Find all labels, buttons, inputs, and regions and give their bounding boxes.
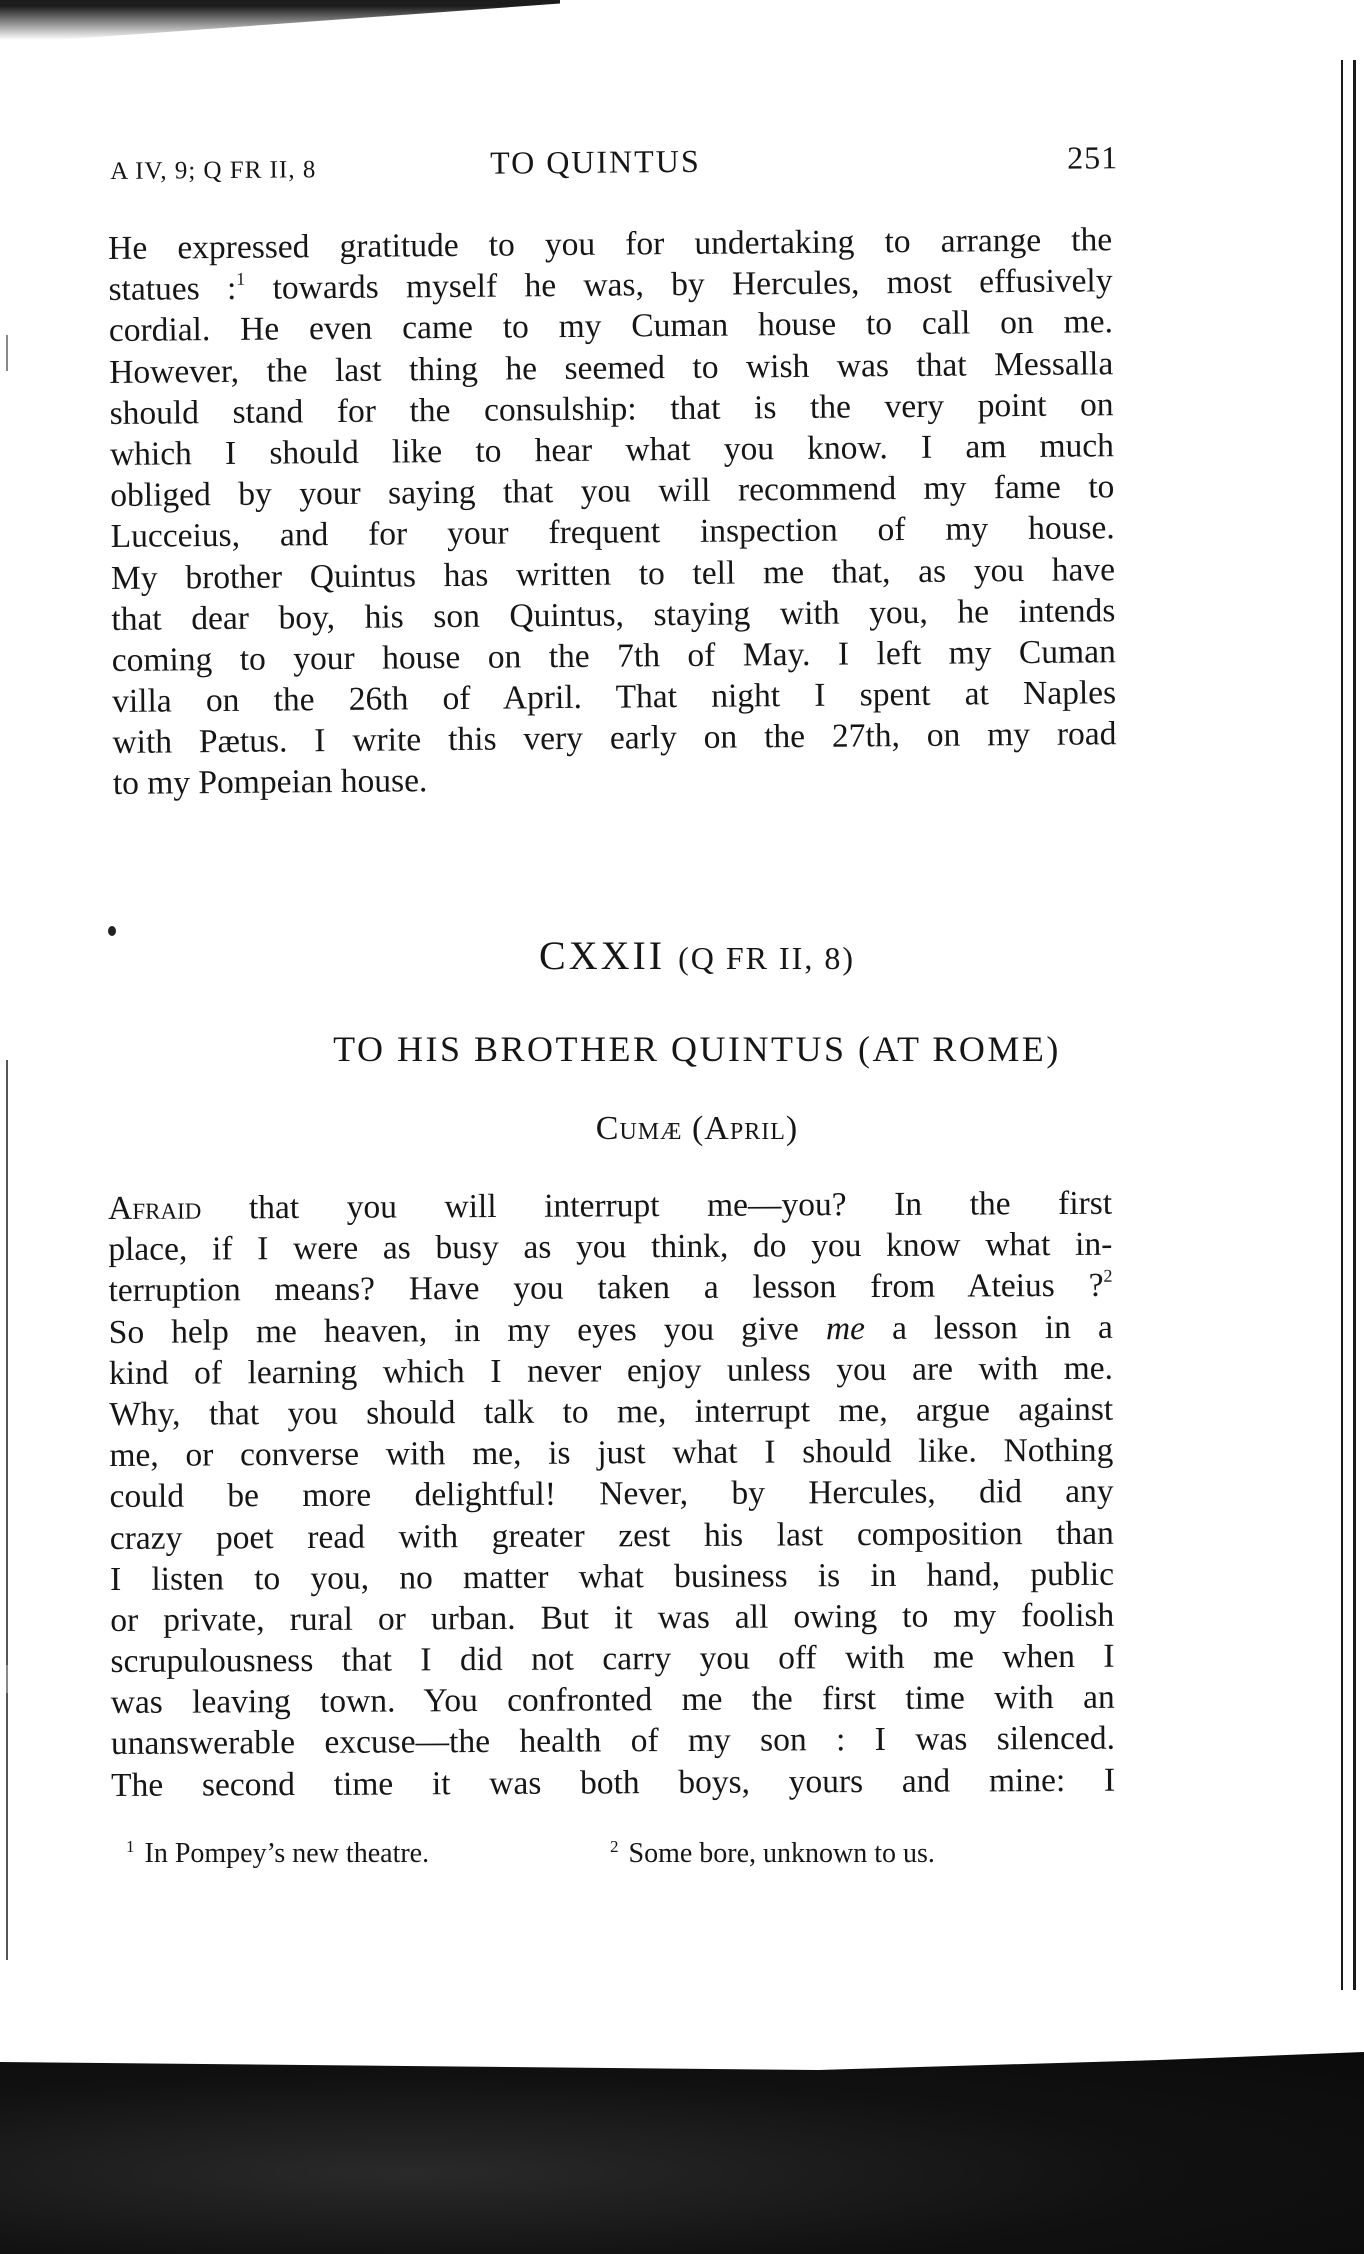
- running-head: [110, 139, 1118, 192]
- text-line: me, or converse with me, is just what I should like. Nothing: [109, 1431, 1114, 1475]
- footnote-marker: 1: [126, 1837, 135, 1856]
- text-line: terruption means? Have you taken a lesson from Ateius ?$^2$: [108, 1266, 1113, 1310]
- emphasis: me: [825, 1309, 866, 1347]
- text-line: Lucceius, and for your frequent inspection of my house.: [110, 509, 1115, 556]
- text-line: Afraid that you will interrupt me—you? In the first: [108, 1184, 1113, 1227]
- footnotes: [126, 1838, 1126, 1878]
- text-line: that dear boy, his son Quintus, staying with you, he intends: [111, 591, 1116, 638]
- text-line: He expressed gratitude to you for undertaking to arrange the: [108, 221, 1113, 267]
- letter-number: [0, 932, 1364, 979]
- letter-body: [108, 1183, 1115, 1806]
- letter-reference: (Q FR II, 8): [678, 940, 855, 976]
- page-number: 251: [1066, 139, 1119, 176]
- text-line: or private, rural or urban. But it was all owing to my foolish: [110, 1596, 1115, 1639]
- text-line: Why, that you should talk to me, interrupt me, argue against: [109, 1390, 1114, 1433]
- footnote-ref: 2: [1103, 1266, 1113, 1287]
- text-line: obliged by your saying that you will recommend my fame to: [110, 468, 1115, 515]
- letter-numeral: CXXII: [539, 933, 666, 978]
- text-line: cordial. He even came to my Cuman house to call on me.: [108, 303, 1114, 350]
- footnote-marker: 2: [610, 1837, 619, 1856]
- text-line: place, if I were as busy as you think, do you know what in-: [108, 1225, 1113, 1269]
- letter-title: TO HIS BROTHER QUINTUS (AT ROME): [333, 1029, 1061, 1069]
- text-line: kind of learning which I never enjoy unless you are with me.: [108, 1349, 1114, 1392]
- text-line: could be more delightful! Never, by Hercules, did any: [109, 1473, 1114, 1516]
- text-line: unanswerable excuse—the health of my son : I was silenced.: [110, 1720, 1115, 1763]
- text-line: villa on the 26th of April. That night I spent at Naples: [111, 674, 1117, 721]
- top-paragraph: [108, 219, 1117, 804]
- text-line: crazy poet read with greater zest his last composition than: [109, 1514, 1114, 1557]
- footnote-2: [610, 1838, 935, 1870]
- footnote-text: In Pompey’s new theatre.: [144, 1838, 430, 1869]
- text-line: should stand for the consulship: that is the very point on: [109, 385, 1114, 432]
- running-head-title: TO QUINTUS: [489, 142, 701, 181]
- footnote-1: [126, 1838, 429, 1870]
- text-line: My brother Quintus has written to tell me that, as you have: [110, 550, 1116, 597]
- running-head-reference: A IV, 9; Q FR II, 8: [110, 156, 317, 185]
- text-line: coming to your house on the 7th of May. I left my Cuman: [111, 633, 1116, 679]
- text-line: The second time it was both boys, yours and mine: I: [111, 1761, 1116, 1804]
- text-line: So help me heaven, in my eyes you give me a lesson in a: [108, 1308, 1113, 1351]
- text-line: However, the last thing he seemed to wish was that Messalla: [109, 344, 1114, 391]
- text-line: which I should like to hear what you know. I am much: [109, 427, 1115, 473]
- text-line: statues :$^1$ towards myself he was, by Hercules, most effusively: [108, 262, 1113, 309]
- footnote-text: Some bore, unknown to us.: [628, 1838, 935, 1869]
- text-line: scrupulousness that I did not carry you off with me when I: [110, 1637, 1115, 1681]
- footnote-ref: 1: [236, 268, 246, 290]
- text-line: with Pætus. I write this very early on the 27th, on my road: [112, 715, 1117, 762]
- text-line: to my Pompeian house.: [112, 762, 428, 803]
- opening-word: Afraid: [108, 1189, 202, 1227]
- text-line: was leaving town. You confronted me the first time with an: [110, 1678, 1115, 1722]
- text-line: I listen to you, no matter what business is in hand, public: [109, 1555, 1115, 1598]
- letter-place-date: Cumæ (April): [595, 1110, 799, 1147]
